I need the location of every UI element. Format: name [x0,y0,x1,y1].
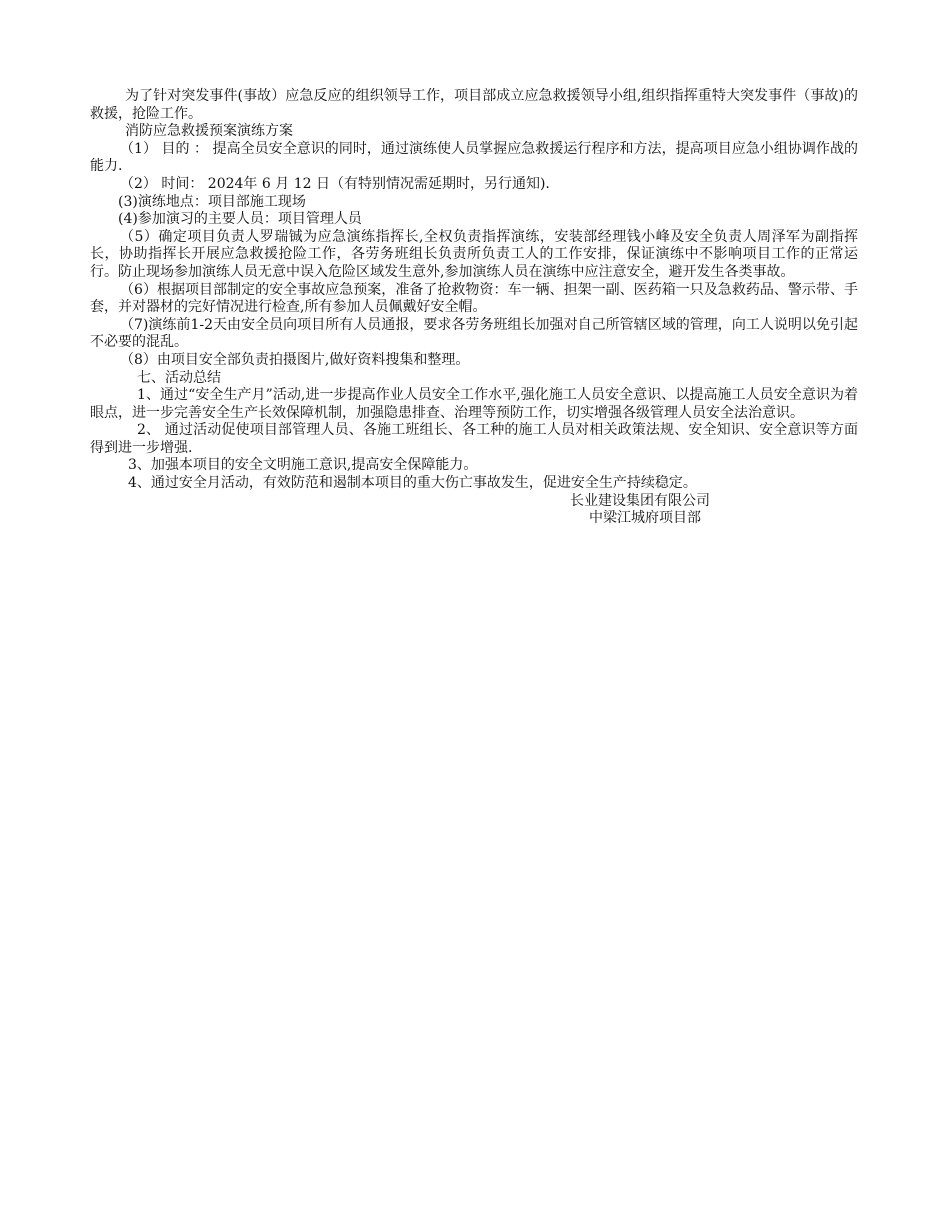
summary-point-4: 4、通过安全月活动，有效防范和遏制本项目的重大伤亡事故发生，促进安全生产持续稳定。 [128,475,697,492]
summary-point-2: 2、 通过活动促使项目部管理人员、各施工班组长、各工种的施工人员对相关政策法规、安全知识、安全意识等方面得到进一步增强. [90,422,858,456]
item-3-location: (3)演练地点：项目部施工现场 [118,193,306,210]
plan-title: 消防应急救援预案演练方案 [125,123,293,140]
signature-department: 中梁江城府项目部 [589,510,701,527]
item-2-time: （2） 时间： 2024年 6 月 12 日（有特别情况需延期时，另行通知). [120,175,550,192]
signature-company: 长业建设集团有限公司 [570,492,710,509]
document-body [90,88,858,528]
summary-point-1: 1、通过“安全生产月”活动,进一步提高作业人员安全工作水平,强化施工人员安全意识、以提高施工人员安全意识为着眼点，进一步完善安全生产长效保障机制，加强隐患排查、治理等预防工作，切实增强各级管理人员安全法治意识。 [90,387,858,421]
item-1-purpose: （1） 目的 ： 提高全员安全意识的同时，通过演练使人员掌握应急救援运行程序和方法，提高项目应急小组协调作战的能力. [90,140,858,175]
intro-paragraph: 为了针对突发事件(事故）应急反应的组织领导工作，项目部成立应急救援领导小组,组织指挥重特大突发事件（事故)的救援，抢险工作。 [90,88,858,122]
item-8-records: （8）由项目安全部负责拍摄图片,做好资料搜集和整理。 [120,351,470,368]
item-6-supplies: （6）根据项目部制定的安全事故应急预案，准备了抢救物资：车一辆、担架一副、医药箱一只及急救药品、警示带、手套，并对器材的完好情况进行检查,所有参加人员佩戴好安全帽。 [90,281,858,316]
section-heading-summary: 七、活动总结 [137,369,221,386]
summary-point-3: 3、加强本项目的安全文明施工意识,提高安全保障能力。 [128,457,478,474]
item-4-participants: (4)参加演习的主要人员：项目管理人员 [118,211,362,228]
item-5-commanders: （5）确定项目负责人罗瑞铖为应急演练指挥长,全权负责指挥演练，安装部经理钱小峰及安全负责人周泽军为副指挥长，协助指挥长开展应急救援抢险工作，各劳务班组长负责所负责工人的工作安排，保证演练中不影响项目工作的正常运行。防止现场参加演练人员无意中误入危险区域发生意外,参加演练人员在演练中应注意安全，避开发生各类事故。 [90,228,858,280]
item-7-notification: （7)演练前1-2天由安全员向项目所有人员通报，要求各劳务班组长加强对自己所管辖区域的管理，向工人说明以免引起不必要的混乱。 [90,316,858,351]
